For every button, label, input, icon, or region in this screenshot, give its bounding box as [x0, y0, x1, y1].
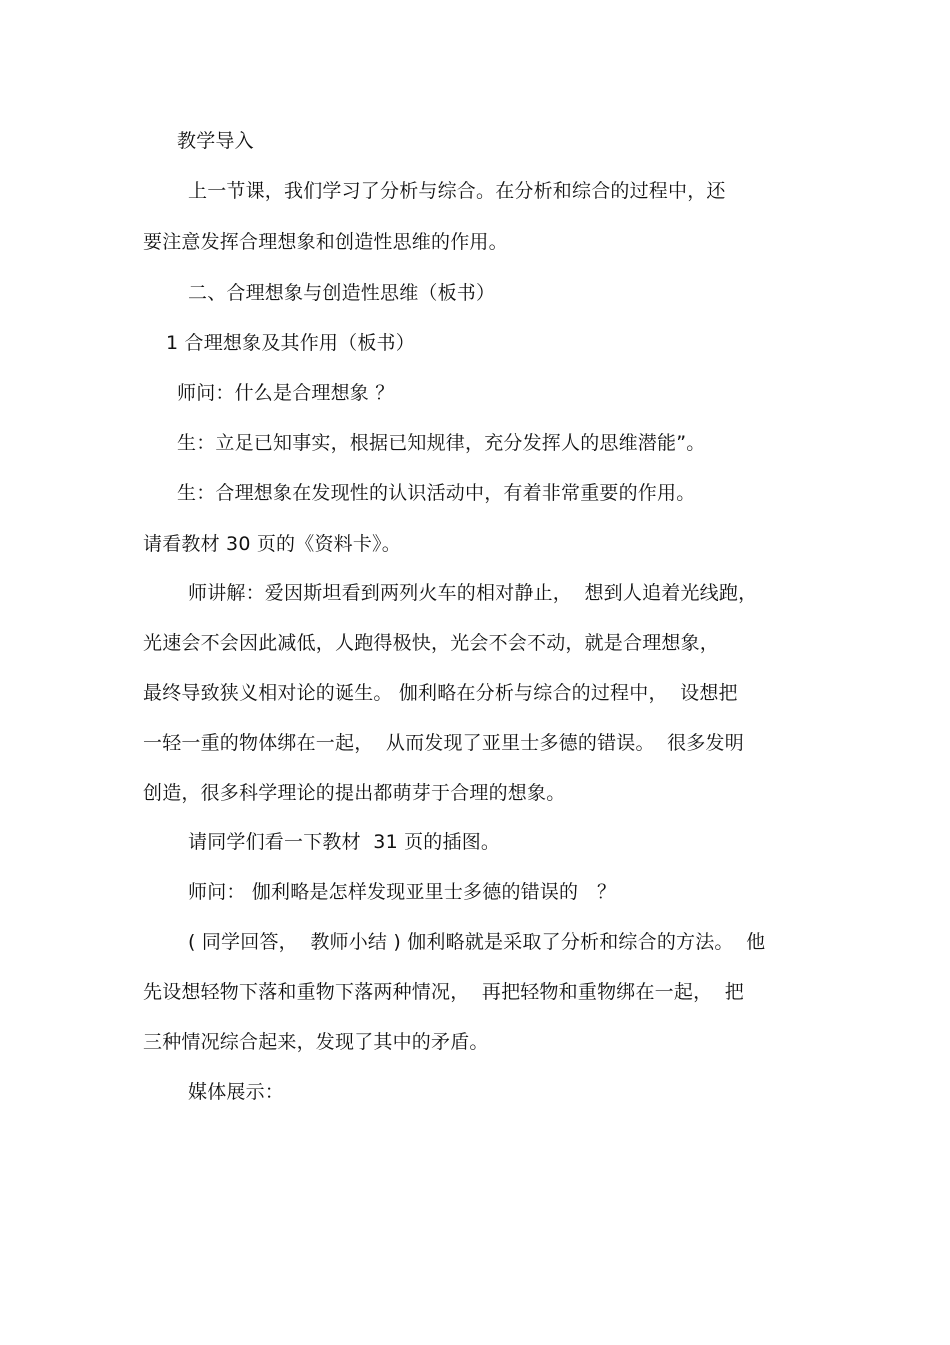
- paragraph-line: 一轻一重的物体绑在一起， 从而发现了亚里士多德的错误。 很多发明: [143, 732, 744, 754]
- paragraph-line: ( 同学回答， 教师小结 ) 伽利略就是采取了分析和综合的方法。 他: [188, 931, 766, 953]
- paragraph-line: 三种情况综合起来，发现了其中的矛盾。: [143, 1031, 489, 1053]
- section-heading: 教学导入: [177, 130, 254, 152]
- paragraph-line: 师问：什么是合理想象 ？: [177, 382, 395, 404]
- paragraph-line: 生：合理想象在发现性的认识活动中，有着非常重要的作用。: [177, 482, 696, 504]
- subsection-heading: 二、合理想象与创造性思维（板书）: [188, 282, 496, 304]
- paragraph-line: 最终导致狭义相对论的诞生。 伽利略在分析与综合的过程中， 设想把: [143, 682, 738, 704]
- subsection-heading: 1 合理想象及其作用（板书）: [166, 332, 415, 354]
- paragraph-line: 师问： 伽利略是怎样发现亚里士多德的错误的 ？: [188, 881, 617, 903]
- paragraph-line: 生：立足已知事实，根据已知规律，充分发挥人的思维潜能”。: [177, 432, 706, 454]
- paragraph-line: 先设想轻物下落和重物下落两种情况， 再把轻物和重物绑在一起， 把: [143, 981, 744, 1003]
- paragraph-line: 师讲解：爱因斯坦看到两列火车的相对静止， 想到人追着光线跑，: [188, 582, 758, 604]
- paragraph-line: 上一节课，我们学习了分析与综合。在分析和综合的过程中，还: [188, 180, 726, 202]
- paragraph-line: 光速会不会因此减低，人跑得极快，光会不会不动，就是合理想象，: [143, 632, 720, 654]
- paragraph-line: 请同学们看一下教材 31 页的插图。: [188, 831, 501, 853]
- paragraph-line: 要注意发挥合理想象和创造性思维的作用。: [143, 231, 508, 253]
- paragraph-line: 媒体展示：: [188, 1081, 285, 1103]
- paragraph-line: 创造，很多科学理论的提出都萌芽于合理的想象。: [143, 782, 566, 804]
- paragraph-line: 请看教材 30 页的《资料卡》。: [143, 533, 401, 555]
